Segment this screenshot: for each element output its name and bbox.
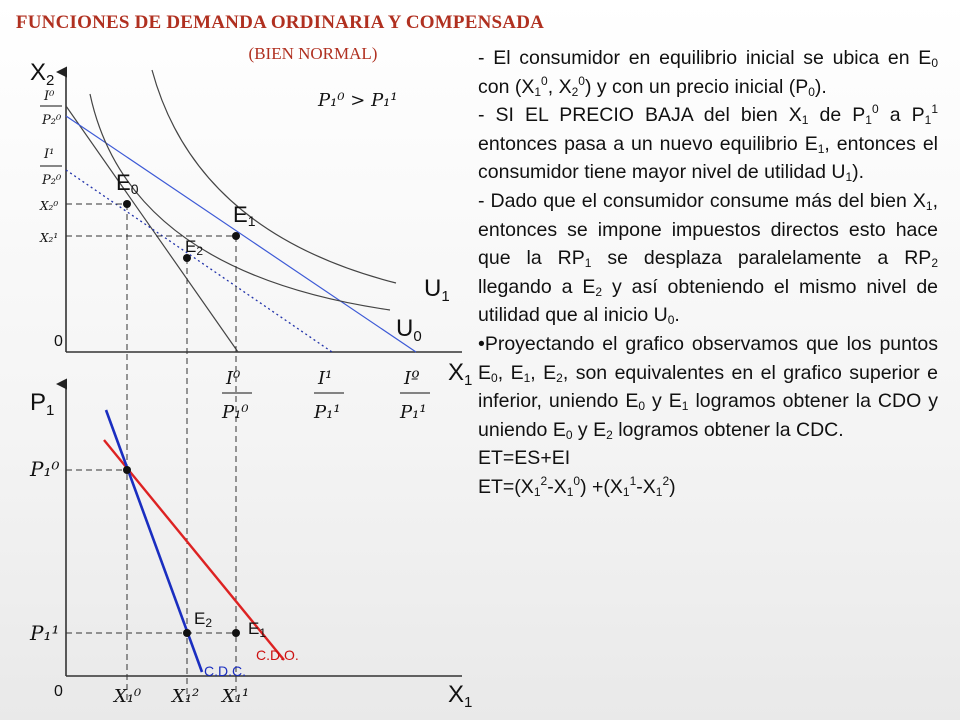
- x-tick-x1-1: X₁¹: [222, 686, 250, 707]
- svg-text:Iº: Iº: [404, 368, 420, 389]
- svg-text:I⁰: I⁰: [44, 89, 55, 104]
- budget-line-rp0: [66, 106, 238, 352]
- svg-text:P₂⁰: P₂⁰: [42, 113, 62, 128]
- point-e1-bottom: [232, 629, 240, 637]
- price-tick-p1-0: P₁⁰: [30, 457, 60, 481]
- point-e0-bottom: [123, 466, 131, 474]
- explanation-text: [478, 44, 938, 502]
- price-condition: P₁⁰ > P₁¹: [318, 90, 398, 111]
- label-e1: E1: [233, 202, 256, 229]
- x-tick-x1-2: X₁²: [172, 686, 200, 707]
- svg-text:P₁¹: P₁¹: [314, 402, 341, 423]
- y-tick-i0-p20: [40, 89, 62, 128]
- equation-total-effect: ET=ES+EI: [478, 447, 571, 470]
- equation-total-effect-expanded: $ET=(X_1^2-X_1^0) +(X_1^1-X_1^2)$: [478, 473, 676, 499]
- paragraph-initial-equilibrium: - El consumidor en equilibrio inicial se ubica en $E_0$ con ($X_1^0$, $X_2^0$) y con un precio inicial $(P_0)$.: [478, 47, 938, 99]
- top-panel: [30, 59, 472, 700]
- slide-title: FUNCIONES DE DEMANDA ORDINARIA Y COMPENSADA: [15, 12, 545, 33]
- paragraph-compensation: - Dado que el consumidor consume más del bien $X_1$, entonces se impone impuestos directos esto hace que la $RP_1$ se desplaza paralelamente a $RP_2$ llegando a $E_2$ y así obteniendo el mismo nivel de utilidad que al inicio $U_0$.: [478, 189, 939, 328]
- label-e2-bottom: E2: [194, 609, 213, 630]
- x-tick-x1-0: X₁⁰: [114, 686, 142, 707]
- budget-line-rp1: [66, 116, 416, 352]
- label-e1-bottom: E1: [248, 619, 267, 640]
- svg-text:I¹: I¹: [44, 147, 55, 162]
- top-y-axis-label: $X_2$: [30, 59, 55, 89]
- y-tick-x2-0: X₂⁰: [40, 199, 59, 213]
- point-e2-bottom: [183, 629, 191, 637]
- price-tick-p1-1: P₁¹: [30, 621, 60, 645]
- point-e1: [232, 232, 240, 240]
- budget-line-rp2: [66, 170, 332, 352]
- cdo-label: C.D.O.: [256, 647, 299, 663]
- point-e0: [123, 200, 131, 208]
- cdc-label: C.D.C.: [204, 663, 246, 679]
- bottom-panel: [29, 384, 472, 711]
- y-tick-x2-1: X₂¹: [40, 231, 59, 245]
- label-e2: E2: [185, 237, 204, 258]
- x-tick-i1-p11: [313, 368, 344, 423]
- bottom-origin-label: 0: [54, 683, 63, 700]
- svg-text:I⁰: I⁰: [226, 368, 241, 389]
- label-u1: $U_1$: [424, 275, 450, 305]
- label-u0: $U_0$: [396, 315, 422, 345]
- svg-text:I¹: I¹: [318, 368, 333, 389]
- top-origin-label: 0: [54, 333, 63, 350]
- x-tick-i0-p10: [221, 368, 252, 423]
- svg-text:P₁⁰: P₁⁰: [222, 402, 249, 423]
- x-tick-io-p11: [399, 368, 430, 423]
- slide-subtitle: (BIEN NORMAL): [248, 44, 378, 63]
- paragraph-price-drop: - SI EL PRECIO BAJA del bien $X_1$ de $P_1^0$ a $P_1^1$ entonces pasa a un nuevo equilibrio $E_1$, entonces el consumidor tiene mayor nivel de utilidad $U_1$).: [478, 102, 938, 185]
- y-tick-i1-p20: [40, 147, 62, 188]
- svg-text:P₂⁰: P₂⁰: [42, 173, 62, 188]
- bottom-x-axis-label: $X_1$: [448, 681, 473, 711]
- paragraph-projection: •Proyectando el grafico observamos que los puntos $E_0$, $E_1$, $E_2$, son equivalentes en el grafico superior e inferior, uniendo $E_0$ y $E_1$ logramos obtener la CDO y uniendo $E_0$ y $E_2$ logramos obtener la CDC.: [478, 332, 938, 442]
- svg-text:P₁¹: P₁¹: [400, 402, 427, 423]
- bottom-y-axis-label: $P_1$: [30, 389, 55, 419]
- top-x-axis-label: $X_1$: [448, 359, 473, 389]
- label-e0: E0: [116, 170, 139, 197]
